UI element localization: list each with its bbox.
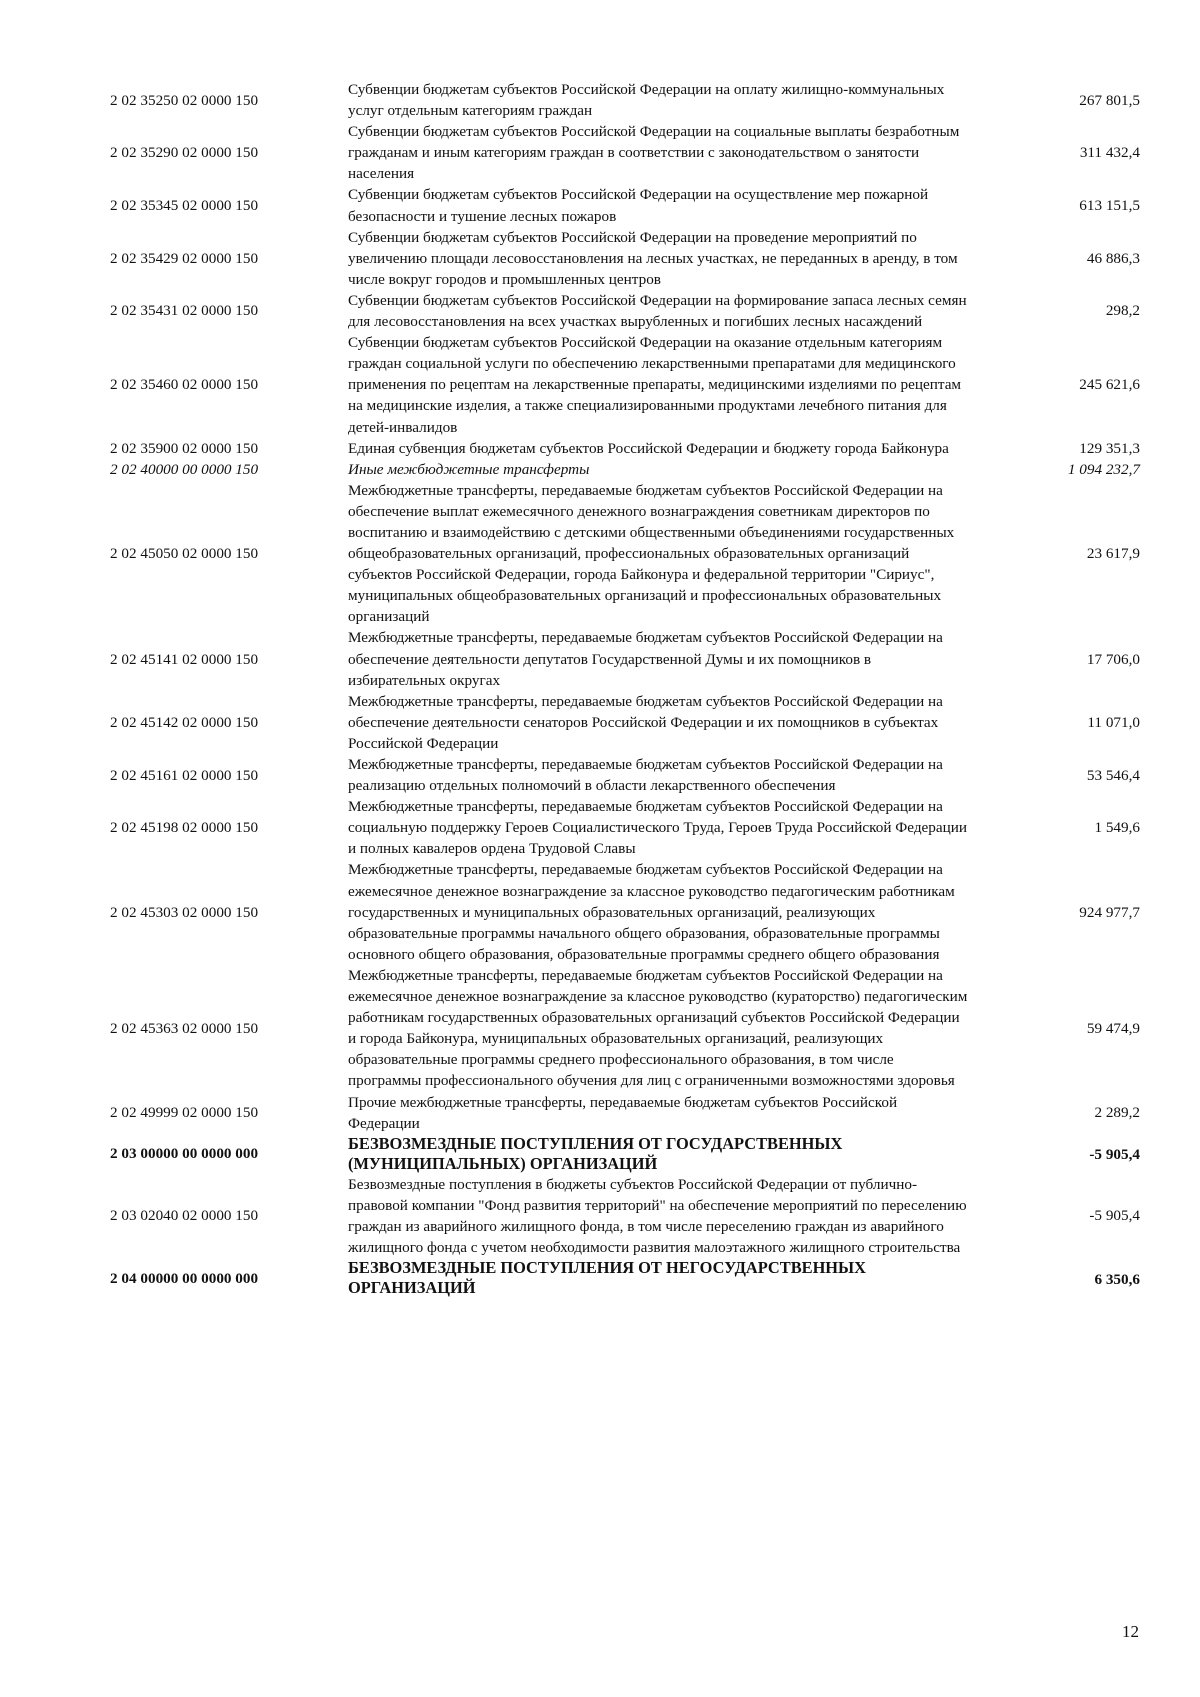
revenue-description: Межбюджетные трансферты, передаваемые бюджетам субъектов Российской Федерации на реализацию отдельных полномочий в области лекарственного обеспечения	[348, 756, 943, 795]
amount: 1 549,6	[1094, 819, 1140, 837]
amount: 53 546,4	[1086, 766, 1140, 784]
table-row	[110, 290, 1140, 332]
revenue-description: Безвозмездные поступления в бюджеты субъектов Российской Федерации от публично-правовой компании "Фонд развития территорий" на обеспечение мероприятий по переселению граждан из аварийного жилищного фонда, в том числе переселению граждан из аварийного жилищного фонда с учетом необходимости развития малоэтажного жилищного строительства	[348, 1175, 967, 1256]
table-row	[110, 754, 1140, 796]
table-body	[110, 79, 1140, 1298]
revenue-description: Межбюджетные трансферты, передаваемые бюджетам субъектов Российской Федерации на социальную поддержку Героев Социалистического Труда, Героев Труда Российской Федерации и полных кавалеров ордена Трудовой Славы	[348, 798, 968, 858]
budget-code: 2 02 45303 02 0000 150	[110, 903, 259, 921]
table-row	[110, 627, 1140, 690]
revenue-description: Субвенции бюджетам субъектов Российской Федерации на оказание отдельным категориям граждан социальной услуги по обеспечению лекарственными препаратами для медицинского применения по рецептам на лекарственные препараты, медицинскими изделиями по рецептам на медицинские изделия, а также специализированными продуктами лечебного питания для детей-инвалидов	[348, 334, 962, 436]
budget-revenue-table	[110, 79, 1140, 1298]
table-row	[110, 1174, 1140, 1258]
budget-code: 2 02 35429 02 0000 150	[110, 249, 259, 267]
revenue-description: Прочие межбюджетные трансферты, передаваемые бюджетам субъектов Российской Федерации	[348, 1093, 898, 1132]
table-row	[110, 121, 1140, 184]
revenue-description: Межбюджетные трансферты, передаваемые бюджетам субъектов Российской Федерации на ежемесячное денежное вознаграждение за классное руководство педагогическим работникам государственных и муниципальных образовательных организаций, реализующих образовательные программы начального общего образования, образовательные программы основного общего образования, образовательные программы среднего общего образования	[348, 861, 955, 963]
amount: -5 905,4	[1089, 1146, 1140, 1164]
revenue-description: Межбюджетные трансферты, передаваемые бюджетам субъектов Российской Федерации на обеспечение деятельности депутатов Государственной Думы и их помощников в избирательных округах	[348, 629, 943, 689]
amount: 245 621,6	[1079, 376, 1140, 394]
revenue-description: Межбюджетные трансферты, передаваемые бюджетам субъектов Российской Федерации на ежемесячное денежное вознаграждение за классное руководство (кураторство) педагогическим работникам государственных образовательных организаций субъектов Российской Федерации и города Байконура, муниципальных образовательных организаций, реализующих образовательные программы среднего профессионального образования, в том числе программы профессионального обучения для лиц с ограниченными возможностями здоровья	[348, 966, 968, 1090]
table-row	[110, 227, 1140, 290]
page-number: 12	[1122, 1622, 1139, 1641]
budget-code: 2 02 35431 02 0000 150	[110, 302, 259, 320]
budget-code: 2 02 45142 02 0000 150	[110, 713, 259, 731]
table-row	[110, 480, 1140, 628]
table-row	[110, 1134, 1140, 1174]
revenue-description: Субвенции бюджетам субъектов Российской Федерации на оплату жилищно-коммунальных услуг отдельным категориям граждан	[348, 81, 945, 120]
amount: 924 977,7	[1079, 903, 1140, 921]
budget-code: 2 02 45198 02 0000 150	[110, 819, 259, 837]
budget-code: 2 02 49999 02 0000 150	[110, 1104, 259, 1122]
table-row	[110, 1092, 1140, 1134]
amount: 298,2	[1105, 302, 1140, 320]
table-row	[110, 79, 1140, 121]
table-row	[110, 459, 1140, 480]
amount: 2 289,2	[1094, 1104, 1140, 1122]
budget-code: 2 03 02040 02 0000 150	[110, 1207, 259, 1225]
table-row	[110, 438, 1140, 459]
amount: 613 151,5	[1079, 197, 1140, 215]
revenue-description: Субвенции бюджетам субъектов Российской Федерации на социальные выплаты безработным гражданам и иным категориям граждан в соответствии с законодательством о занятости населения	[348, 123, 960, 183]
revenue-description: Межбюджетные трансферты, передаваемые бюджетам субъектов Российской Федерации на обеспечение выплат ежемесячного денежного вознаграждения советникам директоров по воспитанию и взаимодействию с детскими общественными объединениями государственных общеобразовательных организаций, профессиональных образовательных организаций субъектов Российской Федерации, города Байконура и федеральной территории "Сириус", муниципальных общеобразовательных организаций и профессиональных образовательных организаций	[348, 481, 955, 626]
table-row	[110, 332, 1140, 437]
revenue-description: Субвенции бюджетам субъектов Российской Федерации на осуществление мер пожарной безопасности и тушение лесных пожаров	[348, 186, 929, 225]
amount: 1 094 232,7	[1067, 460, 1140, 478]
budget-code: 2 02 35345 02 0000 150	[110, 197, 259, 215]
budget-code: 2 02 35290 02 0000 150	[110, 144, 259, 162]
revenue-description: БЕЗВОЗМЕЗДНЫЕ ПОСТУПЛЕНИЯ ОТ ГОСУДАРСТВЕННЫХ (МУНИЦИПАЛЬНЫХ) ОРГАНИЗАЦИЙ	[348, 1133, 843, 1173]
budget-code: 2 02 40000 00 0000 150	[110, 460, 259, 478]
amount: 23 617,9	[1086, 545, 1140, 563]
table-row	[110, 184, 1140, 226]
revenue-description: Субвенции бюджетам субъектов Российской Федерации на проведение мероприятий по увеличению площади лесовосстановления на лесных участках, не переданных в аренду, в том числе вокруг городов и промышленных центров	[348, 228, 958, 288]
budget-code: 2 02 35250 02 0000 150	[110, 91, 259, 109]
budget-code: 2 02 45141 02 0000 150	[110, 650, 259, 668]
budget-code: 2 02 45161 02 0000 150	[110, 766, 259, 784]
table-row	[110, 965, 1140, 1092]
budget-code: 2 04 00000 00 0000 000	[110, 1269, 259, 1287]
amount: 17 706,0	[1086, 650, 1140, 668]
amount: 267 801,5	[1079, 91, 1140, 109]
budget-code: 2 02 45363 02 0000 150	[110, 1019, 259, 1037]
amount: 11 071,0	[1087, 713, 1140, 731]
budget-code: 2 02 35900 02 0000 150	[110, 439, 259, 457]
budget-code: 2 02 35460 02 0000 150	[110, 376, 259, 394]
budget-code: 2 03 00000 00 0000 000	[110, 1145, 259, 1163]
table-row	[110, 1258, 1140, 1298]
revenue-description: Межбюджетные трансферты, передаваемые бюджетам субъектов Российской Федерации на обеспечение деятельности сенаторов Российской Федерации и их помощников в субъектах Российской Федерации	[348, 692, 943, 752]
budget-code: 2 02 45050 02 0000 150	[110, 545, 259, 563]
revenue-description: Единая субвенция бюджетам субъектов Российской Федерации и бюджету города Байконура	[348, 439, 949, 457]
amount: 59 474,9	[1086, 1019, 1140, 1037]
amount: 311 432,4	[1079, 144, 1140, 162]
revenue-description: Субвенции бюджетам субъектов Российской Федерации на формирование запаса лесных семян для лесовосстановления на всех участках вырубленных и погибших лесных насаждений	[348, 291, 967, 331]
amount: 46 886,3	[1086, 249, 1140, 267]
amount: 6 350,6	[1094, 1270, 1140, 1288]
amount: 129 351,3	[1079, 439, 1140, 457]
table-row	[110, 796, 1140, 859]
revenue-description: БЕЗВОЗМЕЗДНЫЕ ПОСТУПЛЕНИЯ ОТ НЕГОСУДАРСТВЕННЫХ ОРГАНИЗАЦИЙ	[348, 1258, 866, 1298]
revenue-description: Иные межбюджетные трансферты	[348, 460, 590, 478]
table-row	[110, 859, 1140, 964]
table-row	[110, 691, 1140, 754]
amount: -5 905,4	[1089, 1207, 1140, 1225]
